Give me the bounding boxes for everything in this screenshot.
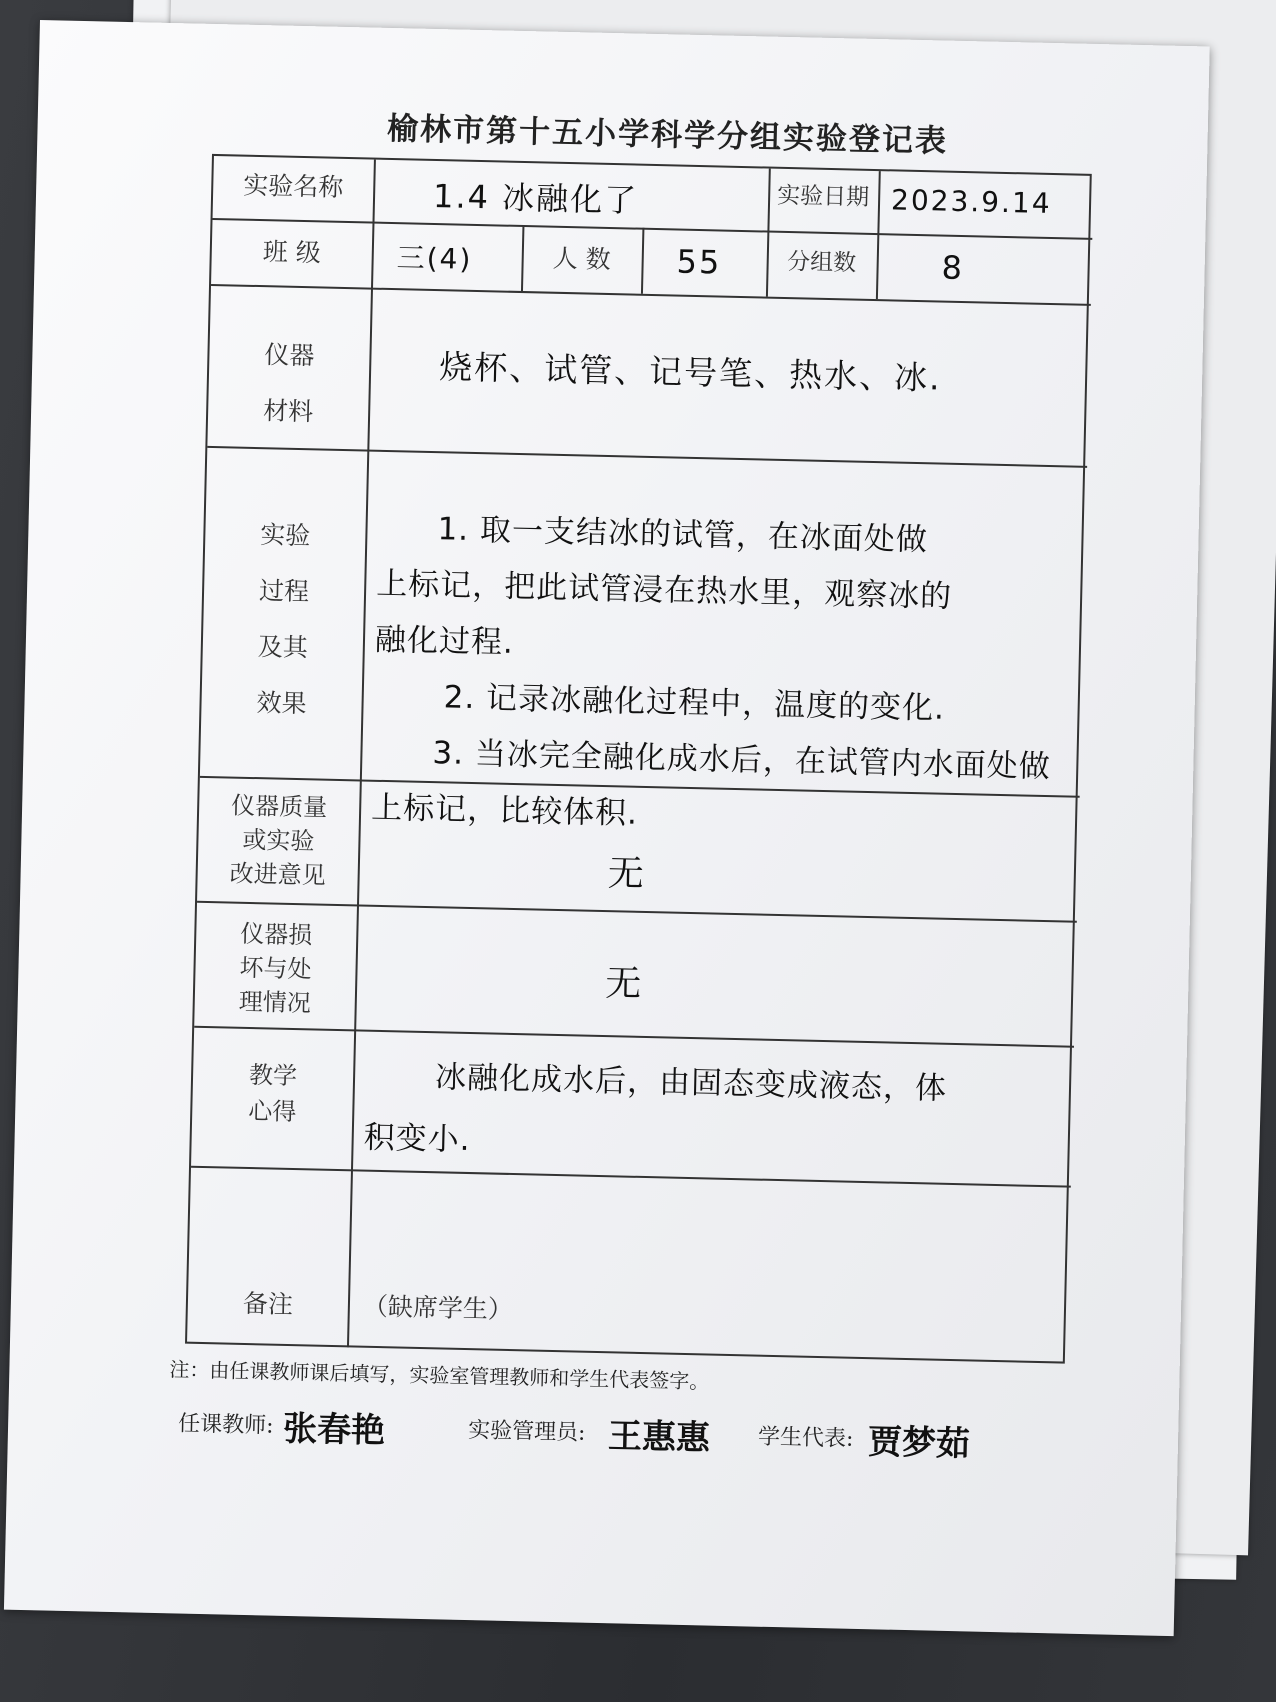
row-divider — [211, 284, 1091, 306]
headcount-label: 人 数 — [552, 243, 612, 275]
materials-value: 烧杯、试管、记号笔、热水、冰. — [438, 347, 943, 398]
footer-note: 注：由任课教师课后填写，实验室管理教师和学生代表签字。 — [169, 1357, 710, 1394]
experiment-date-label: 实验日期 — [776, 182, 870, 211]
form-title: 榆林市第十五小学科学分组实验登记表 — [386, 110, 949, 160]
damage-value: 无 — [604, 963, 644, 1005]
process-line: 融化过程. — [374, 621, 515, 661]
process-line: 上标记，比较体积. — [370, 789, 639, 832]
quality-label-line: 或实验 — [242, 825, 315, 856]
materials-label-line: 仪器 — [264, 340, 315, 371]
process-label-line: 实验 — [260, 520, 311, 551]
group-count-label: 分组数 — [786, 249, 857, 277]
headcount-value: 55 — [676, 242, 722, 282]
process-label — [201, 506, 366, 734]
admin-label: 实验管理员: — [467, 1418, 586, 1446]
admin-signature: 王惠惠 — [607, 1416, 711, 1459]
reflection-label-line: 教学 — [248, 1061, 298, 1091]
reflection-label-line: 心得 — [247, 1097, 297, 1127]
signature-row — [177, 1399, 1079, 1465]
process-line: 3. 当冰完全融化成水后，在试管内水面处做 — [432, 735, 1052, 786]
form-sheet — [4, 20, 1210, 1636]
remarks-value: （缺席学生） — [362, 1291, 514, 1325]
reflection-text — [363, 1045, 1066, 1185]
materials-label — [208, 326, 370, 442]
quality-value: 无 — [607, 853, 647, 895]
reflection-line: 积变小. — [363, 1119, 471, 1159]
quality-label — [197, 788, 359, 894]
materials-label-line: 材料 — [262, 396, 314, 427]
damage-label — [194, 916, 356, 1022]
process-text — [371, 500, 1078, 852]
reflection-line: 冰融化成水后，由固态变成液态，体 — [434, 1059, 948, 1107]
registration-table — [185, 154, 1092, 1364]
experiment-name-label: 实验名称 — [242, 170, 344, 202]
remarks-label: 备注 — [242, 1288, 294, 1320]
process-line: 2. 记录冰融化过程中，温度的变化. — [443, 679, 946, 727]
student-label: 学生代表: — [757, 1424, 854, 1452]
process-line: 上标记，把此试管浸在热水里，观察冰的 — [375, 565, 953, 615]
quality-label-line: 仪器质量 — [230, 791, 328, 822]
row-divider — [207, 446, 1087, 468]
damage-label-line: 理情况 — [238, 987, 312, 1018]
row-divider — [194, 1026, 1074, 1048]
process-line: 1. 取一支结冰的试管，在冰面处做 — [437, 511, 929, 559]
student-signature: 贾梦茹 — [867, 1422, 971, 1465]
class-value: 三(4) — [396, 241, 473, 276]
teacher-signature: 张春艳 — [282, 1408, 386, 1452]
damage-label-line: 仪器损 — [240, 919, 313, 950]
experiment-date-value: 2023.9.14 — [890, 183, 1052, 220]
experiment-name-value: 1.4 冰融化了 — [432, 176, 639, 220]
process-label-line: 效果 — [256, 688, 307, 719]
teacher-label: 任课教师: — [177, 1411, 274, 1439]
damage-label-line: 坏与处 — [239, 953, 312, 984]
group-count-value: 8 — [941, 248, 965, 288]
process-label-line: 过程 — [258, 576, 310, 607]
reflection-label — [192, 1056, 354, 1132]
quality-label-line: 改进意见 — [229, 859, 326, 890]
class-label: 班 级 — [262, 237, 322, 268]
process-label-line: 及其 — [257, 632, 309, 663]
